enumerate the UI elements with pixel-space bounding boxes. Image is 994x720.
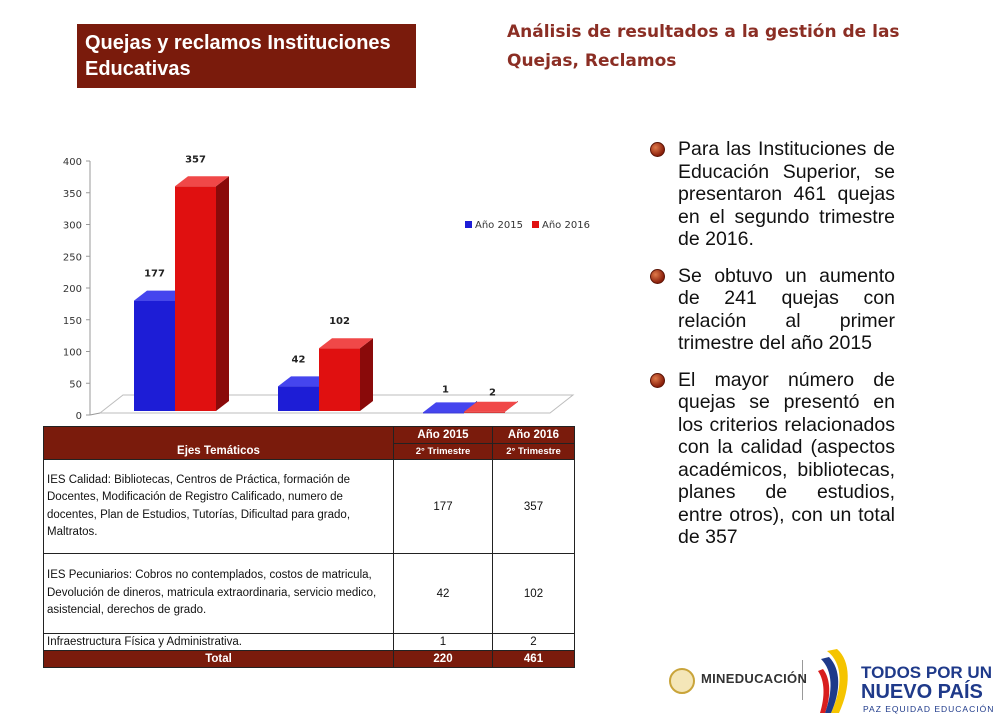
- data-label: 1: [442, 384, 449, 396]
- table-cell-2015: 177: [394, 460, 493, 554]
- table-cell-label: IES Calidad: Bibliotecas, Centros de Práctica, formación de Docentes, Modificación de Registro Calificado, numero de docentes, Plan de Estudios, Tutorías, Dificultad para grado, Maltratos.: [44, 460, 394, 554]
- table-row: [44, 554, 575, 634]
- table-header-quarter-2016: 2° Trimestre: [493, 444, 575, 460]
- analysis-heading-line2: Quejas, Reclamos: [507, 51, 677, 71]
- bar: [319, 348, 360, 411]
- coat-of-arms-icon: [669, 668, 695, 694]
- complaints-table: [43, 426, 575, 668]
- table-cell-label: Infraestructura Física y Administrativa.: [44, 634, 394, 651]
- summary-bullet: [650, 265, 895, 355]
- table-cell-label: IES Pecuniarios: Cobros no contemplados, costos de matricula, Devolución de dineros, matricula extraordinaria, servicio medico, asistencial, derechos de grado.: [44, 554, 394, 634]
- y-tick-label: 400: [62, 157, 82, 168]
- bar: [423, 412, 464, 413]
- analysis-heading: [507, 18, 927, 76]
- gov-logo-line1: TODOS POR UN: [861, 663, 992, 682]
- table-cell-2015: 42: [394, 554, 493, 634]
- bar: [278, 386, 319, 411]
- bullet-icon: [650, 373, 665, 388]
- summary-bullet: [650, 138, 895, 251]
- bar-side: [360, 338, 373, 411]
- y-tick-label: 100: [62, 347, 82, 359]
- y-tick-label: 200: [62, 284, 82, 295]
- y-tick-label: 250: [62, 252, 82, 264]
- legend-label: Año 2015: [475, 220, 523, 231]
- table-total-row: [44, 651, 575, 668]
- y-tick-label: 0: [75, 411, 82, 422]
- bar: [464, 412, 505, 413]
- data-label: 357: [185, 154, 206, 166]
- table-cell-2016: 2: [493, 634, 575, 651]
- table-row: [44, 634, 575, 651]
- table-total-2015: 220: [394, 651, 493, 668]
- gov-logo-line3: PAZ EQUIDAD EDUCACIÓN: [863, 704, 994, 714]
- bullet-text: El mayor número de quejas se presentó en los criterios relacionados con la calidad (aspectos académicos, bibliotecas, planes de estudios, entre otros), con un total de 357: [678, 368, 895, 548]
- bullet-text: Para las Instituciones de Educación Superior, se presentaron 461 quejas en el segundo trimestre de 2016.: [678, 138, 895, 250]
- data-label: 177: [144, 268, 165, 280]
- data-label: 2: [489, 387, 496, 399]
- table-cell-2015: 1: [394, 634, 493, 651]
- gov-logo-line2: NUEVO PAÍS: [861, 681, 983, 703]
- y-tick-label: 350: [62, 188, 82, 200]
- table-cell-2016: 357: [493, 460, 575, 554]
- table-cell-2016: 102: [493, 554, 575, 634]
- mineducacion-logo-text: MINEDUCACIÓN: [701, 671, 808, 686]
- bar-side: [216, 176, 229, 411]
- page-title-box: [77, 24, 416, 88]
- analysis-heading-line1: Análisis de resultados a la gestión de las: [507, 22, 900, 42]
- y-tick-label: 150: [62, 315, 82, 327]
- complaints-bar-chart: [40, 130, 600, 426]
- legend-swatch: [465, 221, 472, 228]
- floor-edge: [90, 413, 100, 415]
- table-row: [44, 460, 575, 554]
- table-header-axes: Ejes Temáticos: [44, 427, 394, 460]
- page-title: Quejas y reclamos Instituciones Educativas: [85, 32, 391, 80]
- summary-bullet: [650, 369, 895, 549]
- bullet-icon: [650, 142, 665, 157]
- table-header-quarter-2015: 2° Trimestre: [394, 444, 493, 460]
- legend-label: Año 2016: [542, 220, 590, 231]
- bar: [134, 301, 175, 411]
- data-label: 102: [329, 316, 350, 328]
- flag-swoosh-icon: [817, 647, 855, 715]
- y-tick-label: 300: [62, 220, 82, 232]
- bar: [175, 186, 216, 411]
- table-header-year-2015: Año 2015: [394, 427, 493, 444]
- summary-bullet-list: [650, 138, 895, 563]
- table-total-2016: 461: [493, 651, 575, 668]
- bullet-icon: [650, 269, 665, 284]
- table-total-label: Total: [44, 651, 394, 668]
- data-label: 42: [291, 354, 306, 366]
- bullet-text: Se obtuvo un aumento de 241 quejas con relación al primer trimestre del año 2015: [678, 264, 895, 354]
- legend-swatch: [532, 221, 539, 228]
- table-header-year-2016: Año 2016: [493, 427, 575, 444]
- y-tick-label: 50: [69, 379, 82, 391]
- todos-por-un-nuevo-pais-logo: [815, 645, 994, 720]
- mineducacion-logo: [657, 660, 808, 700]
